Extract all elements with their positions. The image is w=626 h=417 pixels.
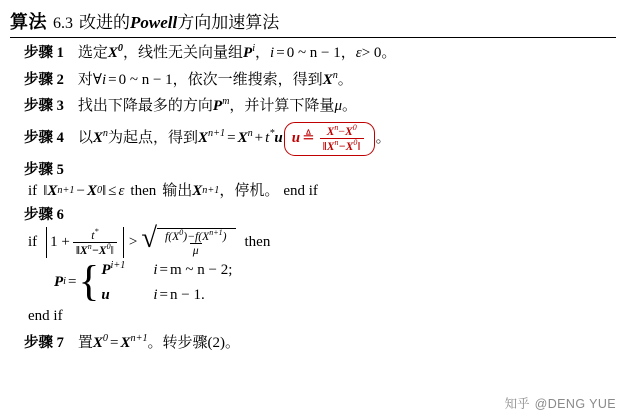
step-6-case-2-u: u: [101, 287, 110, 304]
step-6-lhs-den: [73, 242, 117, 257]
step-5-X1-sup: n+1: [57, 185, 75, 197]
step-2-label: 步骤 2: [24, 71, 64, 88]
step-5-X1: X: [47, 183, 58, 200]
step-4-box-fraction: [320, 124, 364, 153]
step-1-body: [78, 42, 397, 63]
step-1-comma: ，: [340, 45, 356, 61]
step-4-box-den-sup: n: [334, 137, 339, 147]
step-4-t-sup: *: [269, 127, 275, 139]
step-6-one-plus: 1 +: [50, 234, 70, 251]
step-4-box-num-X2: X: [344, 124, 353, 138]
step-1-period: 。: [381, 45, 397, 61]
step-6-gt: >: [128, 234, 138, 251]
step-2-text-a: 对: [77, 71, 93, 88]
step-2-period: 。: [337, 71, 353, 88]
step-6-rhs-fraction: [162, 229, 230, 257]
radical-icon: √: [141, 222, 157, 254]
step-4-Xn-sup: n: [247, 127, 253, 139]
step-6-P-lhs-sup: i: [63, 276, 67, 288]
step-4-text-b: 为起点，得到: [108, 129, 199, 146]
step-6-condition-line: [24, 222, 616, 258]
step-1-label: 步骤 1: [24, 45, 64, 61]
step-6-endif-line: [24, 306, 616, 326]
step-6-case-1-rhs: [153, 260, 232, 280]
step-5-eps: ε: [118, 183, 125, 200]
step-6-sqrt-radicand: [157, 228, 236, 257]
step-3: [24, 95, 616, 117]
step-6-lhs-den-open: ‖X: [75, 243, 88, 257]
step-6-case-2-eq: =: [159, 287, 169, 304]
step-6-P-lhs: P: [54, 273, 64, 290]
step-5-Xout-sup: n+1: [202, 185, 220, 197]
step-6-lhs-den-minus: −X: [91, 243, 107, 257]
left-brace-icon: {: [78, 256, 100, 305]
step-1-X0: X: [107, 45, 118, 61]
step-4-box-den-minus: −X: [338, 139, 354, 153]
step-4: [24, 122, 616, 156]
step-6-rhs-den: [190, 243, 202, 257]
step-1-i: i: [270, 45, 275, 61]
step-6-case-1-P: P: [101, 261, 111, 278]
step-3-P-sup: m: [222, 96, 230, 108]
step-4-label: 步骤 4: [24, 129, 64, 146]
step-4-box-den-close: ‖: [357, 139, 361, 153]
step-4-body: [78, 122, 391, 156]
step-7-text-b: 。转步骤(2)。: [147, 334, 241, 351]
step-3-P: P: [212, 98, 223, 115]
step-6-rhs-f1: f(X: [164, 229, 180, 243]
step-4-box-fraction-denominator: [320, 138, 364, 153]
step-1-eps: ε: [355, 45, 362, 61]
step-6-case-1-i: i: [153, 261, 158, 278]
step-4-X: X: [92, 129, 103, 146]
step-2-X: X: [322, 71, 333, 88]
step-4-box-num-X-sup: n: [334, 122, 339, 132]
step-6-then-keyword: then: [244, 234, 271, 251]
step-3-text-a: 找出下降最多的方向: [77, 98, 213, 115]
step-6-P-assignment: [54, 256, 233, 306]
step-6-case-1-range: m ~ n − 2;: [170, 261, 233, 278]
step-1-text-a: 选定: [77, 45, 108, 61]
step-7-X1-sup: n+1: [130, 332, 148, 344]
step-4-Xn1-sup: n+1: [208, 127, 226, 139]
step-6-lhs-num: [88, 228, 101, 242]
step-3-mu: μ: [334, 98, 342, 115]
step-1-text-b: ，线性无关向量组: [123, 45, 244, 61]
watermark-author: @DENG YUE: [534, 397, 616, 411]
step-4-eq: =: [227, 129, 236, 146]
step-2-range: 0 ~ n − 1: [118, 71, 173, 88]
step-4-u: u: [274, 129, 283, 146]
step-4-box-den-open: ‖X: [322, 139, 335, 153]
step-7-label: 步骤 7: [24, 334, 64, 351]
step-6-cases: [78, 256, 233, 306]
step-5-Xout: X: [192, 183, 203, 200]
step-4-plus: +: [254, 129, 264, 146]
step-6-if-keyword: if: [28, 234, 38, 251]
step-6-assignment-line: [24, 256, 616, 306]
step-3-text-b: ，并计算下降量: [229, 98, 335, 115]
step-1-X0-sup: 0: [117, 43, 123, 54]
step-6-assign-eq: =: [68, 273, 77, 290]
step-6-abs-group: [43, 227, 127, 258]
step-4-u-definition-box: [284, 122, 375, 156]
step-2: [24, 69, 616, 91]
watermark: [505, 394, 616, 412]
step-1-eq: =: [276, 45, 285, 61]
step-6-lhs-den-sup2: 0: [106, 241, 111, 251]
step-5-X0: X: [86, 183, 97, 200]
step-4-box-def: ≜: [302, 129, 315, 146]
step-6-case-1: [101, 259, 232, 280]
step-4-Xn1: X: [198, 129, 209, 146]
watermark-zhihu: 知乎: [504, 397, 530, 411]
step-7-X0-sup: 0: [102, 332, 108, 344]
step-6-rhs-f1-sup: 0: [179, 227, 184, 237]
step-7-text-a: 置: [77, 334, 93, 351]
step-4-text-a: 以: [77, 129, 93, 146]
step-6-rhs-mid: )−f(X: [183, 229, 210, 243]
step-6-case-2-range: n − 1.: [170, 287, 205, 304]
step-6-case-1-eq: =: [159, 261, 169, 278]
step-2-text-b: ，依次一维搜索，得到: [172, 71, 323, 88]
step-5-minus: −: [76, 183, 85, 200]
steps-list: [10, 42, 616, 353]
step-4-box-num-minus: −: [338, 124, 345, 138]
step-6-rhs-f2-sup: n+1: [209, 227, 223, 237]
step-5-X0-sup: 0: [96, 185, 103, 197]
algorithm-name-prefix: 改进的: [79, 13, 130, 32]
step-1-P: P: [243, 45, 253, 61]
step-4-box-fraction-numerator: [324, 124, 360, 138]
algorithm-name-math: Powell: [130, 13, 178, 32]
step-1-text-c: ，: [255, 45, 271, 61]
step-7-body: [78, 332, 240, 353]
step-7-X0: X: [92, 334, 103, 351]
step-7-eq: =: [110, 334, 119, 351]
step-4-Xn: X: [237, 129, 248, 146]
step-5-label: 步骤 5: [24, 161, 64, 178]
step-6-lhs-num-t-sup: *: [94, 226, 99, 236]
algorithm-title: [10, 8, 616, 38]
algorithm-keyword: 算法: [10, 12, 47, 32]
step-5-stop-text: ，停机。: [219, 183, 280, 200]
step-1-range: 0 ~ n − 1: [286, 45, 341, 61]
step-6-sqrt: [141, 222, 235, 257]
step-6-endif-keyword: end if: [28, 308, 63, 325]
step-3-label: 步骤 3: [24, 98, 64, 115]
step-4-X-sup: n: [102, 127, 108, 139]
step-2-X-sup: n: [332, 69, 338, 81]
algorithm-name-suffix: 方向加速算法: [177, 13, 280, 32]
step-6-rhs-num: [162, 229, 230, 243]
step-1-P-sup: i: [252, 43, 256, 54]
step-5-le: ≤: [108, 183, 117, 200]
step-4-box-u: u: [291, 129, 301, 146]
algorithm-number: 6.3: [53, 15, 73, 32]
step-2-forall: ∀: [92, 71, 102, 88]
step-5-output-text: 输出: [162, 183, 193, 200]
step-6-lhs-fraction: [73, 228, 117, 257]
step-2-eq: =: [108, 71, 117, 88]
step-5-norm-open: ‖: [43, 183, 48, 200]
step-6-lhs-den-sup: n: [87, 241, 92, 251]
step-6: [24, 206, 616, 326]
step-6-cases-rows: [101, 259, 232, 306]
step-6-lhs-num-t: t: [91, 228, 95, 242]
step-5-then-keyword: then: [130, 183, 157, 200]
step-5-endif-keyword: end if: [283, 183, 318, 200]
step-5: [24, 161, 616, 202]
step-5-if-keyword: if: [28, 183, 38, 200]
step-4-box-den-sup2: 0: [353, 137, 358, 147]
step-7-X1: X: [120, 334, 131, 351]
step-6-case-2-rhs: [153, 285, 204, 305]
step-6-rhs-end: ): [222, 229, 227, 243]
step-6-case-1-lhs: [101, 259, 153, 280]
step-5-norm-close: ‖: [102, 183, 107, 200]
step-2-body: [78, 69, 353, 90]
step-5-condition-line: [24, 181, 616, 201]
step-2-i: i: [101, 71, 107, 88]
step-4-period: 。: [375, 129, 391, 146]
step-4-t: t: [265, 129, 270, 146]
step-7: [24, 332, 616, 354]
step-1: [24, 42, 616, 64]
step-3-period: 。: [341, 98, 357, 115]
step-6-lhs-den-close: ‖: [110, 243, 114, 257]
step-6-label: 步骤 6: [24, 207, 64, 224]
step-6-case-1-P-sup: i+1: [110, 259, 126, 271]
step-4-box-num-X: X: [326, 124, 335, 138]
step-6-abs-bar-left: [46, 227, 47, 258]
step-6-case-2-i: i: [153, 287, 158, 304]
step-3-body: [78, 95, 357, 116]
step-4-box-num-X2-sup: 0: [352, 122, 357, 132]
step-6-abs-bar-right: [123, 227, 124, 258]
step-1-gt: > 0: [361, 45, 382, 61]
step-6-case-2: [101, 285, 232, 305]
step-6-case-2-lhs: [101, 285, 153, 305]
algorithm-name: [79, 8, 279, 33]
step-6-rhs-den-mu: μ: [192, 243, 199, 257]
